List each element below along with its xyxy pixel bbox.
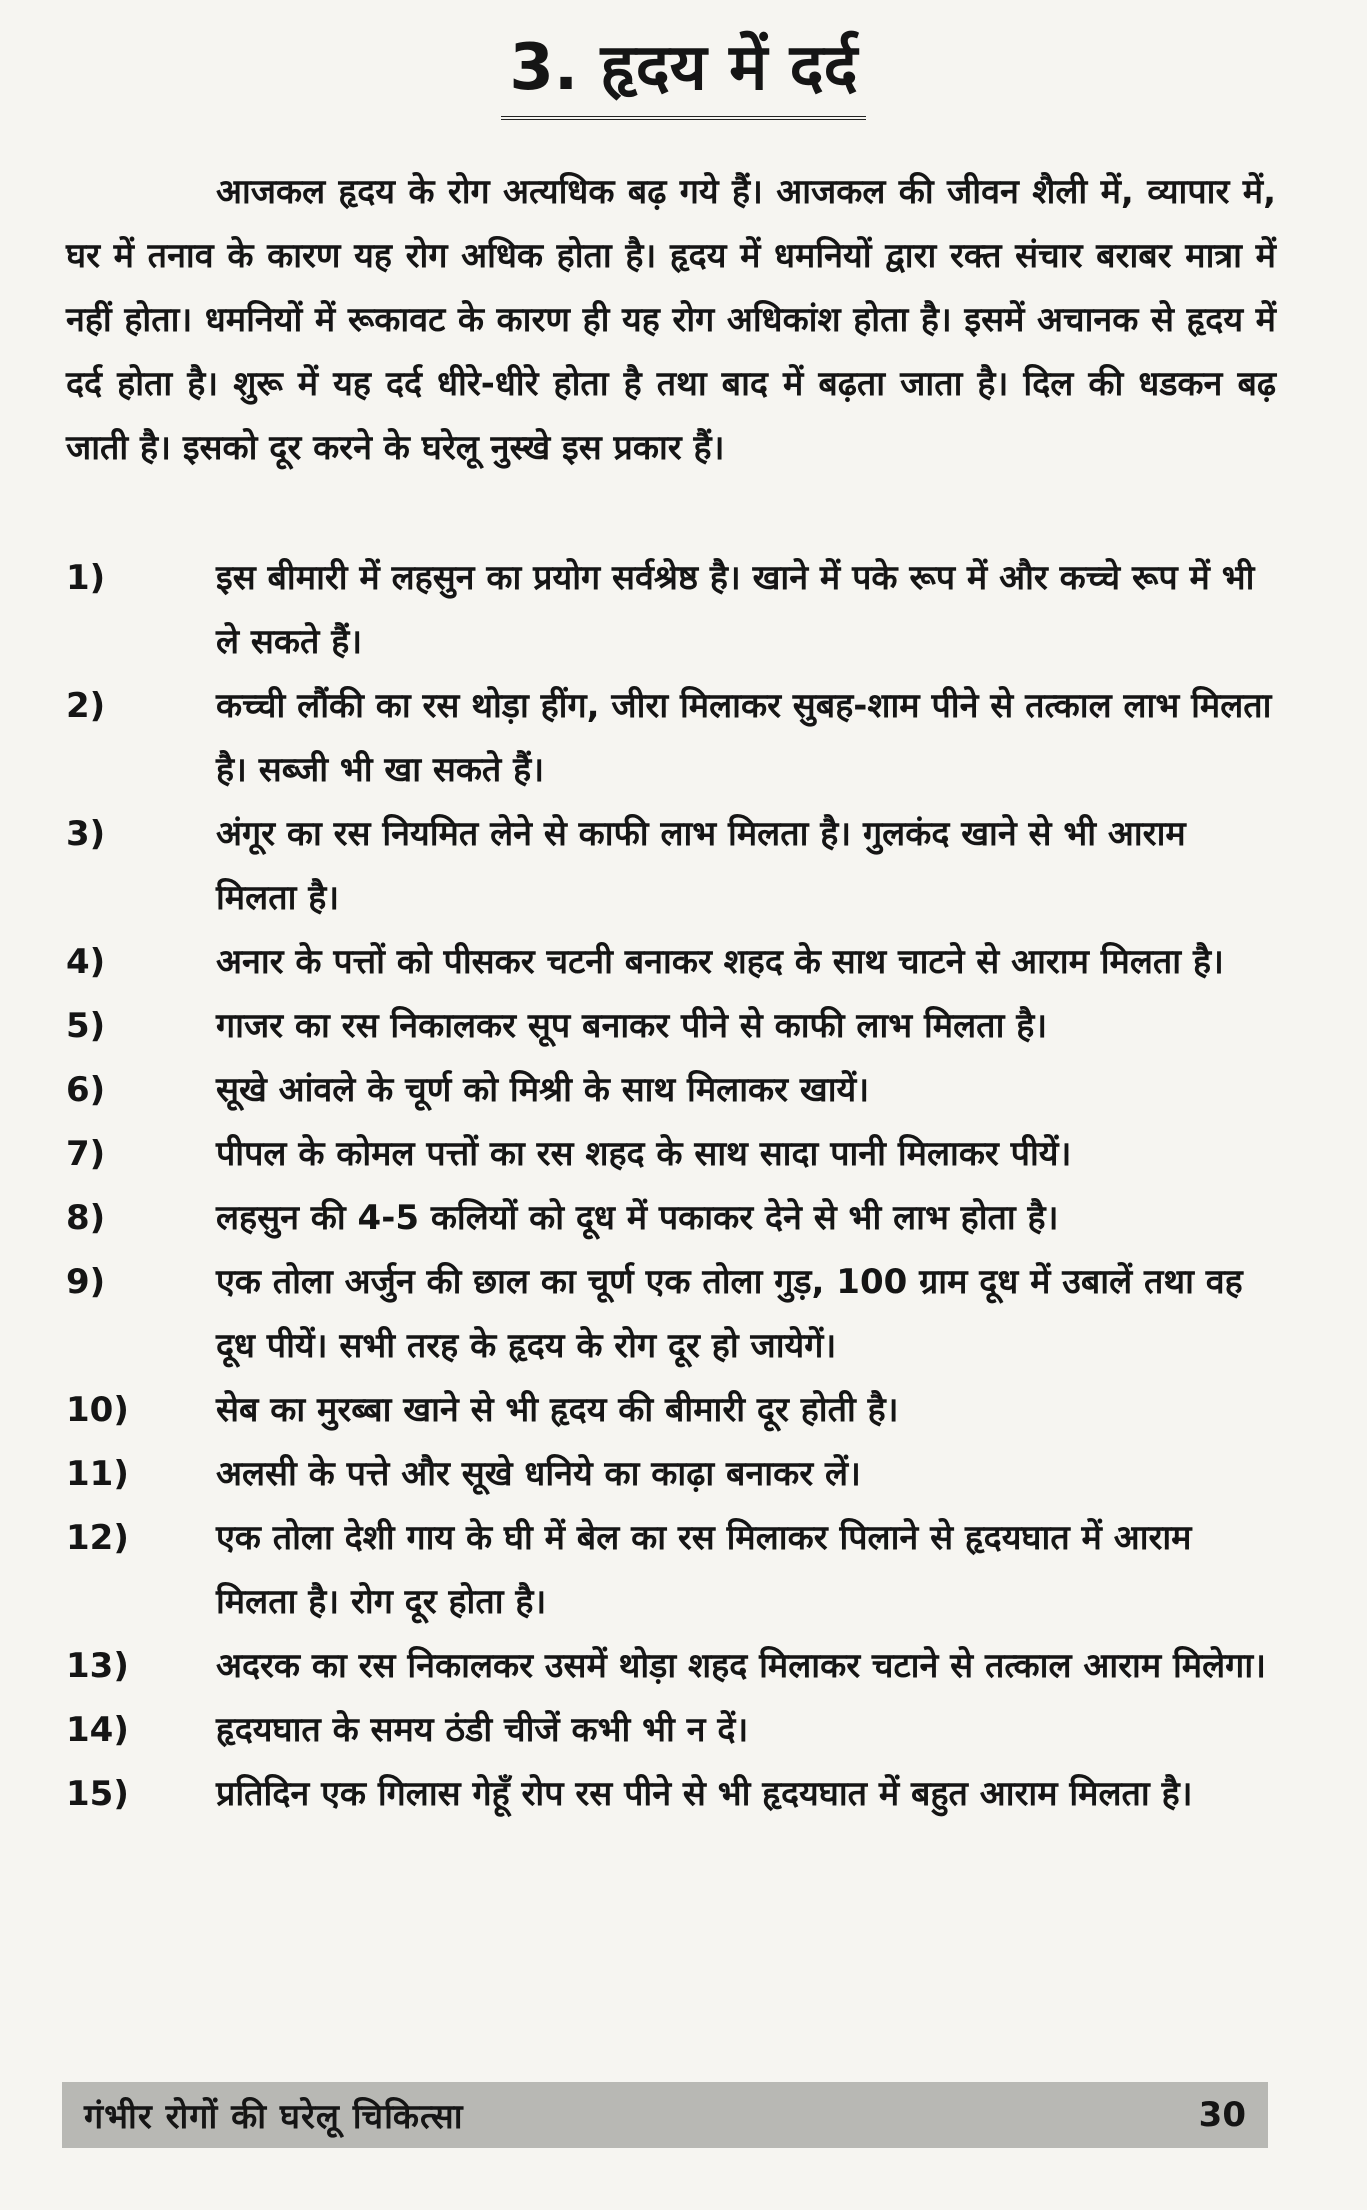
remedy-text: एक तोला अर्जुन की छाल का चूर्ण एक तोला गुड़, 100 ग्राम दूध में उबालें तथा वह दूध पीयें। सभी तरह के हृदय के रोग दूर हो जायेगें। [216,1262,1243,1366]
remedy-number: 4) [66,942,106,982]
remedy-item [66,674,1276,802]
remedy-number: 14) [66,1710,129,1750]
remedy-number: 1) [66,558,106,598]
title-wrap [0,20,1367,120]
remedy-item [66,1634,1276,1698]
remedy-item [66,930,1276,994]
remedy-item [66,1186,1276,1250]
remedy-number: 2) [66,686,106,726]
remedy-item [66,1698,1276,1762]
remedy-item [66,994,1276,1058]
remedy-number: 9) [66,1262,106,1302]
remedy-text: सूखे आंवले के चूर्ण को मिश्री के साथ मिलाकर खायें। [216,1070,870,1110]
remedy-item [66,802,1276,930]
remedy-number: 7) [66,1134,106,1174]
remedy-item [66,1506,1276,1634]
remedy-number: 11) [66,1454,129,1494]
remedy-item [66,1762,1276,1826]
remedy-text: एक तोला देशी गाय के घी में बेल का रस मिलाकर पिलाने से हृदयघात में आराम मिलता है। रोग दूर होता है। [216,1518,1192,1622]
intro-paragraph: आजकल हृदय के रोग अत्यधिक बढ़ गये हैं। आजकल की जीवन शैली में, व्यापार में, घर में तनाव के कारण यह रोग अधिक होता है। हृदय में धमनियों द्वारा रक्त संचार बराबर मात्रा में नहीं होता। धमनियों में रूकावट के कारण ही यह रोग अधिकांश होता है। इसमें अचानक से हृदय में दर्द होता है। शुरू में यह दर्द धीरे-धीरे होता है तथा बाद में बढ़ता जाता है। दिल की धडकन बढ़ जाती है। इसको दूर करने के घरेलू नुस्खे इस प्रकार हैं। [66,172,1276,468]
remedy-number: 6) [66,1070,106,1110]
remedy-text: अलसी के पत्ते और सूखे धनिये का काढ़ा बनाकर लें। [216,1454,861,1494]
remedy-text: अदरक का रस निकालकर उसमें थोड़ा शहद मिलाकर चटाने से तत्काल आराम मिलेगा। [216,1646,1267,1686]
remedy-item [66,546,1276,674]
footer-bar [62,2082,1268,2148]
remedy-text: पीपल के कोमल पत्तों का रस शहद के साथ सादा पानी मिलाकर पीयें। [216,1134,1072,1174]
remedy-text: प्रतिदिन एक गिलास गेहूँ रोप रस पीने से भी हृदयघात में बहुत आराम मिलता है। [216,1774,1193,1814]
remedy-number: 12) [66,1518,129,1558]
remedy-number: 5) [66,1006,106,1046]
remedy-item [66,1378,1276,1442]
remedy-number: 15) [66,1774,129,1814]
remedy-number: 8) [66,1198,106,1238]
remedy-item [66,1250,1276,1378]
remedy-text: गाजर का रस निकालकर सूप बनाकर पीने से काफी लाभ मिलता है। [216,1006,1048,1046]
remedy-number: 3) [66,814,106,854]
remedy-item [66,1058,1276,1122]
remedy-text: कच्ची लौंकी का रस थोड़ा हींग, जीरा मिलाकर सुबह-शाम पीने से तत्काल लाभ मिलता है। सब्जी भी खा सकते हैं। [216,686,1272,790]
remedy-number: 13) [66,1646,129,1686]
chapter-title: 3. हृदय में दर्द [501,20,865,120]
remedy-item [66,1442,1276,1506]
remedy-list [66,546,1276,1826]
remedy-item [66,1122,1276,1186]
page-number: 30 [1198,2095,1246,2135]
remedy-text: इस बीमारी में लहसुन का प्रयोग सर्वश्रेष्ठ है। खाने में पके रूप में और कच्चे रूप में भी ले सकते हैं। [216,558,1255,662]
remedy-text: अंगूर का रस नियमित लेने से काफी लाभ मिलता है। गुलकंद खाने से भी आराम मिलता है। [216,814,1186,918]
remedy-text: अनार के पत्तों को पीसकर चटनी बनाकर शहद के साथ चाटने से आराम मिलता है। [216,942,1224,982]
remedy-text: लहसुन की 4-5 कलियों को दूध में पकाकर देने से भी लाभ होता है। [216,1198,1059,1238]
remedy-text: हृदयघात के समय ठंडी चीजें कभी भी न दें। [216,1710,749,1750]
remedy-number: 10) [66,1390,129,1430]
book-title: गंभीर रोगों की घरेलू चिकित्सा [84,2097,464,2137]
remedy-text: सेब का मुरब्बा खाने से भी हृदय की बीमारी दूर होती है। [216,1390,899,1430]
